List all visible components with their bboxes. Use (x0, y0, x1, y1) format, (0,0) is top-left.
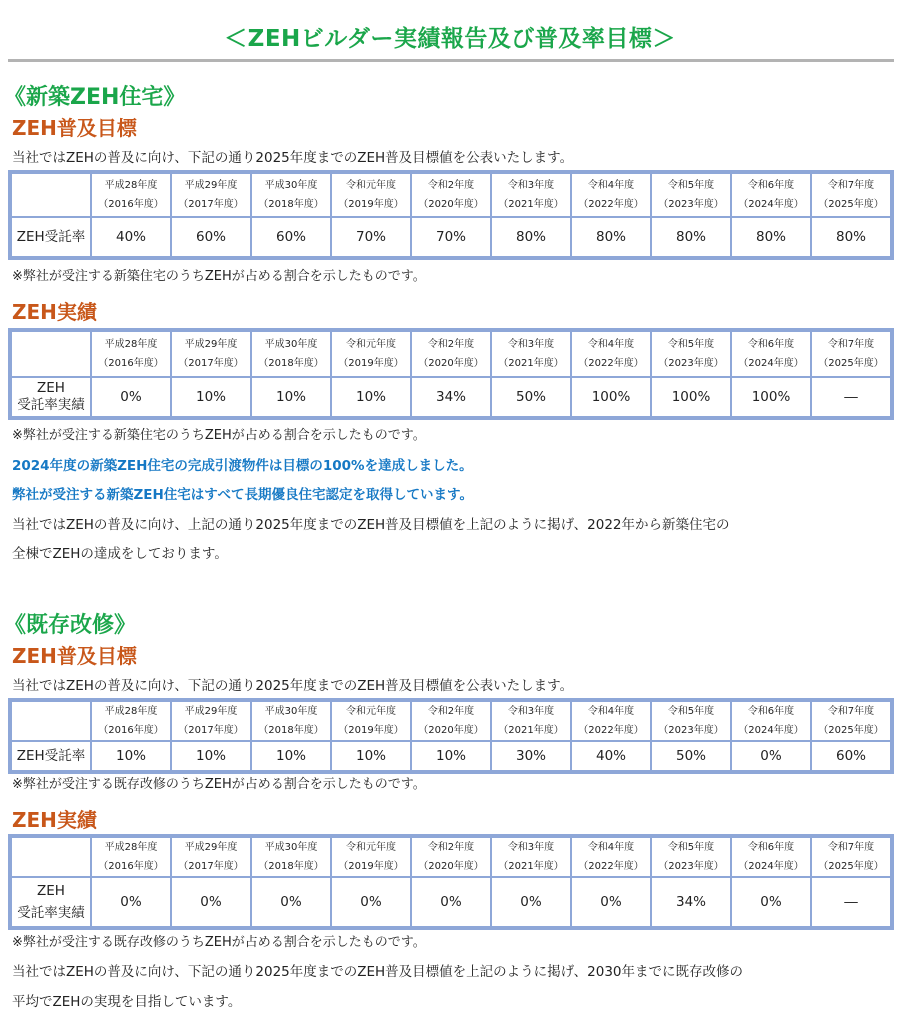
year-western-label: （2025年度） (818, 725, 884, 736)
year-era-label: 令和2年度 (427, 706, 475, 717)
new-build-result-heading: ZEH実績 (12, 300, 97, 324)
year-era-label: 平成28年度 (104, 706, 158, 717)
value-cell: 40% (571, 741, 651, 771)
value-cell: 60% (251, 217, 331, 257)
value-cell: 0% (91, 377, 171, 417)
year-era-label: 令和4年度 (587, 842, 635, 853)
year-western-label: （2017年度） (178, 725, 244, 736)
goal-value-row (11, 217, 891, 257)
year-header-cell (491, 701, 571, 741)
value-cell: 60% (811, 741, 891, 771)
year-era-label: 令和6年度 (747, 180, 795, 191)
year-era-label: 令和3年度 (507, 706, 555, 717)
new-build-goal-note: ※弊社が受注する新築住宅のうちZEHが占める割合を示したものです。 (12, 269, 426, 284)
row-label: ZEH受託率 (11, 741, 91, 771)
year-western-label: （2018年度） (258, 861, 324, 872)
row-label (11, 377, 91, 417)
value-cell: 50% (651, 741, 731, 771)
year-western-label: （2021年度） (498, 358, 564, 369)
year-western-label: （2020年度） (418, 358, 484, 369)
year-header-cell (171, 173, 251, 217)
value-cell: 80% (571, 217, 651, 257)
year-header-cell (491, 837, 571, 877)
year-header-cell (651, 701, 731, 741)
value-cell: 80% (811, 217, 891, 257)
year-header-cell (171, 331, 251, 377)
year-western-label: （2024年度） (738, 861, 804, 872)
year-western-label: （2023年度） (658, 358, 724, 369)
value-cell: 50% (491, 377, 571, 417)
year-western-label: （2017年度） (178, 358, 244, 369)
year-header-cell (571, 331, 651, 377)
year-western-label: （2019年度） (338, 358, 404, 369)
year-western-label: （2017年度） (178, 199, 244, 210)
value-cell: 100% (651, 377, 731, 417)
year-era-label: 平成28年度 (104, 842, 158, 853)
year-western-label: （2016年度） (98, 358, 164, 369)
value-cell: 34% (411, 377, 491, 417)
section-heading-new-build: 《新築ZEH住宅》 (4, 85, 186, 110)
value-cell: 40% (91, 217, 171, 257)
value-cell: 10% (91, 741, 171, 771)
value-cell: 0% (571, 877, 651, 927)
year-header-cell (731, 331, 811, 377)
value-cell: 0% (411, 877, 491, 927)
new-build-result-table (8, 328, 894, 420)
year-era-label: 令和7年度 (827, 706, 875, 717)
renovation-result-note: ※弊社が受注する既存改修のうちZEHが占める割合を示したものです。 (12, 935, 426, 950)
year-era-label: 平成29年度 (184, 180, 238, 191)
value-cell: 100% (571, 377, 651, 417)
year-header-cell (411, 837, 491, 877)
year-western-label: （2022年度） (578, 725, 644, 736)
year-era-label: 平成30年度 (264, 706, 318, 717)
year-era-label: 令和4年度 (587, 180, 635, 191)
year-western-label: （2021年度） (498, 861, 564, 872)
value-cell: 0% (491, 877, 571, 927)
corner-cell (11, 837, 91, 877)
year-header-cell (411, 173, 491, 217)
year-era-label: 令和3年度 (507, 842, 555, 853)
year-era-label: 平成29年度 (184, 339, 238, 350)
year-era-label: 令和6年度 (747, 842, 795, 853)
value-cell: 70% (331, 217, 411, 257)
year-header-cell (91, 331, 171, 377)
year-header-cell (171, 837, 251, 877)
year-western-label: （2022年度） (578, 199, 644, 210)
renovation-result-table (8, 834, 894, 930)
renovation-goal-heading: ZEH普及目標 (12, 644, 137, 668)
value-cell: 80% (731, 217, 811, 257)
year-western-label: （2023年度） (658, 199, 724, 210)
value-cell: 0% (731, 877, 811, 927)
year-era-label: 令和4年度 (587, 706, 635, 717)
new-build-highlight-1: 2024年度の新築ZEH住宅の完成引渡物件は目標の100%を達成しました。 (12, 458, 473, 474)
year-header-cell (571, 837, 651, 877)
year-header-cell (91, 173, 171, 217)
new-build-goal-heading: ZEH普及目標 (12, 116, 137, 140)
year-western-label: （2021年度） (498, 199, 564, 210)
year-header-cell (651, 173, 731, 217)
value-cell: 100% (731, 377, 811, 417)
year-era-label: 令和元年度 (346, 706, 396, 717)
year-header-cell (91, 701, 171, 741)
year-header-cell (811, 173, 891, 217)
result-value-row (11, 877, 891, 927)
value-cell: 10% (411, 741, 491, 771)
year-header-cell (331, 331, 411, 377)
row-label (11, 877, 91, 927)
value-cell: 80% (491, 217, 571, 257)
year-era-label: 平成30年度 (264, 339, 318, 350)
year-era-label: 令和5年度 (667, 706, 715, 717)
year-header-cell (651, 331, 731, 377)
year-western-label: （2023年度） (658, 725, 724, 736)
year-header-cell (731, 701, 811, 741)
year-western-label: （2018年度） (258, 358, 324, 369)
row-label-line: ZEH (37, 883, 65, 899)
year-header-cell (731, 173, 811, 217)
corner-cell (11, 331, 91, 377)
year-era-label: 令和元年度 (346, 842, 396, 853)
year-western-label: （2019年度） (338, 725, 404, 736)
new-build-highlight-2: 弊社が受注する新築ZEH住宅はすべて長期優良住宅認定を取得しています。 (12, 487, 473, 503)
year-header-cell (571, 173, 651, 217)
value-cell: 10% (251, 377, 331, 417)
new-build-summary-line-2: 全棟でZEHの達成をしております。 (12, 546, 228, 562)
value-cell: 0% (91, 877, 171, 927)
year-western-label: （2023年度） (658, 861, 724, 872)
year-western-label: （2024年度） (738, 725, 804, 736)
year-western-label: （2022年度） (578, 358, 644, 369)
year-era-label: 平成30年度 (264, 180, 318, 191)
value-cell: 0% (251, 877, 331, 927)
year-era-label: 令和2年度 (427, 339, 475, 350)
year-header-cell (491, 331, 571, 377)
year-header-cell (731, 837, 811, 877)
renovation-summary-line-1: 当社ではZEHの普及に向け、下記の通り2025年度までのZEH普及目標値を上記のように掲げ、2030年までに既存改修の (12, 964, 743, 980)
year-era-label: 令和5年度 (667, 180, 715, 191)
year-western-label: （2019年度） (338, 861, 404, 872)
year-era-label: 令和4年度 (587, 339, 635, 350)
year-era-label: 令和2年度 (427, 842, 475, 853)
result-value-row (11, 377, 891, 417)
year-era-label: 平成29年度 (184, 706, 238, 717)
year-header-cell (411, 331, 491, 377)
year-header-cell (331, 173, 411, 217)
year-western-label: （2024年度） (738, 199, 804, 210)
year-header-cell (651, 837, 731, 877)
new-build-result-note: ※弊社が受注する新築住宅のうちZEHが占める割合を示したものです。 (12, 428, 426, 443)
value-cell: 10% (251, 741, 331, 771)
year-era-label: 令和元年度 (346, 180, 396, 191)
year-header-cell (251, 837, 331, 877)
year-header-row (11, 837, 891, 877)
year-era-label: 令和元年度 (346, 339, 396, 350)
year-western-label: （2025年度） (818, 199, 884, 210)
year-western-label: （2025年度） (818, 861, 884, 872)
renovation-goal-intro: 当社ではZEHの普及に向け、下記の通り2025年度までのZEH普及目標値を公表いたします。 (12, 678, 574, 694)
year-era-label: 令和2年度 (427, 180, 475, 191)
value-cell: 10% (331, 741, 411, 771)
year-era-label: 令和6年度 (747, 339, 795, 350)
year-era-label: 令和6年度 (747, 706, 795, 717)
year-western-label: （2021年度） (498, 725, 564, 736)
value-cell: 80% (651, 217, 731, 257)
year-western-label: （2020年度） (418, 199, 484, 210)
renovation-summary-line-2: 平均でZEHの実現を目指しています。 (12, 994, 242, 1010)
year-western-label: （2017年度） (178, 861, 244, 872)
row-label: ZEH受託率 (11, 217, 91, 257)
value-cell: 0% (731, 741, 811, 771)
value-cell: 10% (171, 741, 251, 771)
year-western-label: （2022年度） (578, 861, 644, 872)
row-label-line: ZEH (37, 380, 65, 396)
year-header-row (11, 173, 891, 217)
year-header-cell (251, 331, 331, 377)
year-western-label: （2018年度） (258, 725, 324, 736)
year-western-label: （2016年度） (98, 199, 164, 210)
row-label-line: 受託率実績 (17, 905, 85, 921)
year-era-label: 令和3年度 (507, 180, 555, 191)
year-header-cell (251, 173, 331, 217)
year-header-cell (331, 701, 411, 741)
renovation-result-heading: ZEH実績 (12, 808, 97, 832)
year-header-row (11, 331, 891, 377)
year-header-cell (251, 701, 331, 741)
year-header-cell (91, 837, 171, 877)
year-header-cell (811, 701, 891, 741)
renovation-goal-note: ※弊社が受注する既存改修のうちZEHが占める割合を示したものです。 (12, 777, 426, 792)
title-divider (8, 59, 894, 62)
year-era-label: 令和7年度 (827, 842, 875, 853)
value-cell: 10% (331, 377, 411, 417)
new-build-goal-table (8, 170, 894, 260)
year-western-label: （2016年度） (98, 725, 164, 736)
year-header-cell (491, 173, 571, 217)
goal-value-row (11, 741, 891, 771)
year-western-label: （2024年度） (738, 358, 804, 369)
year-era-label: 令和3年度 (507, 339, 555, 350)
row-label-line: 受託率実績 (17, 397, 85, 413)
value-cell: 0% (171, 877, 251, 927)
year-era-label: 令和7年度 (827, 180, 875, 191)
year-header-cell (331, 837, 411, 877)
new-build-summary-line-1: 当社ではZEHの普及に向け、上記の通り2025年度までのZEH普及目標値を上記のように掲げ、2022年から新築住宅の (12, 517, 730, 533)
year-header-row (11, 701, 891, 741)
year-era-label: 平成30年度 (264, 842, 318, 853)
value-cell: 70% (411, 217, 491, 257)
year-header-cell (411, 701, 491, 741)
value-cell: 0% (331, 877, 411, 927)
year-western-label: （2016年度） (98, 861, 164, 872)
value-cell: ― (811, 377, 891, 417)
section-heading-renovation: 《既存改修》 (4, 613, 137, 638)
year-header-cell (811, 837, 891, 877)
new-build-goal-intro: 当社ではZEHの普及に向け、下記の通り2025年度までのZEH普及目標値を公表いたします。 (12, 150, 574, 166)
year-era-label: 平成28年度 (104, 180, 158, 191)
value-cell: ― (811, 877, 891, 927)
year-era-label: 令和5年度 (667, 339, 715, 350)
year-western-label: （2020年度） (418, 861, 484, 872)
year-header-cell (571, 701, 651, 741)
year-era-label: 平成29年度 (184, 842, 238, 853)
year-header-cell (171, 701, 251, 741)
page-title: ＜ZEHビルダー実績報告及び普及率目標＞ (224, 26, 676, 52)
year-western-label: （2025年度） (818, 358, 884, 369)
year-western-label: （2019年度） (338, 199, 404, 210)
corner-cell (11, 173, 91, 217)
renovation-goal-table (8, 698, 894, 774)
year-era-label: 令和7年度 (827, 339, 875, 350)
corner-cell (11, 701, 91, 741)
year-header-cell (811, 331, 891, 377)
value-cell: 60% (171, 217, 251, 257)
year-western-label: （2020年度） (418, 725, 484, 736)
value-cell: 30% (491, 741, 571, 771)
value-cell: 10% (171, 377, 251, 417)
year-western-label: （2018年度） (258, 199, 324, 210)
value-cell: 34% (651, 877, 731, 927)
year-era-label: 令和5年度 (667, 842, 715, 853)
year-era-label: 平成28年度 (104, 339, 158, 350)
